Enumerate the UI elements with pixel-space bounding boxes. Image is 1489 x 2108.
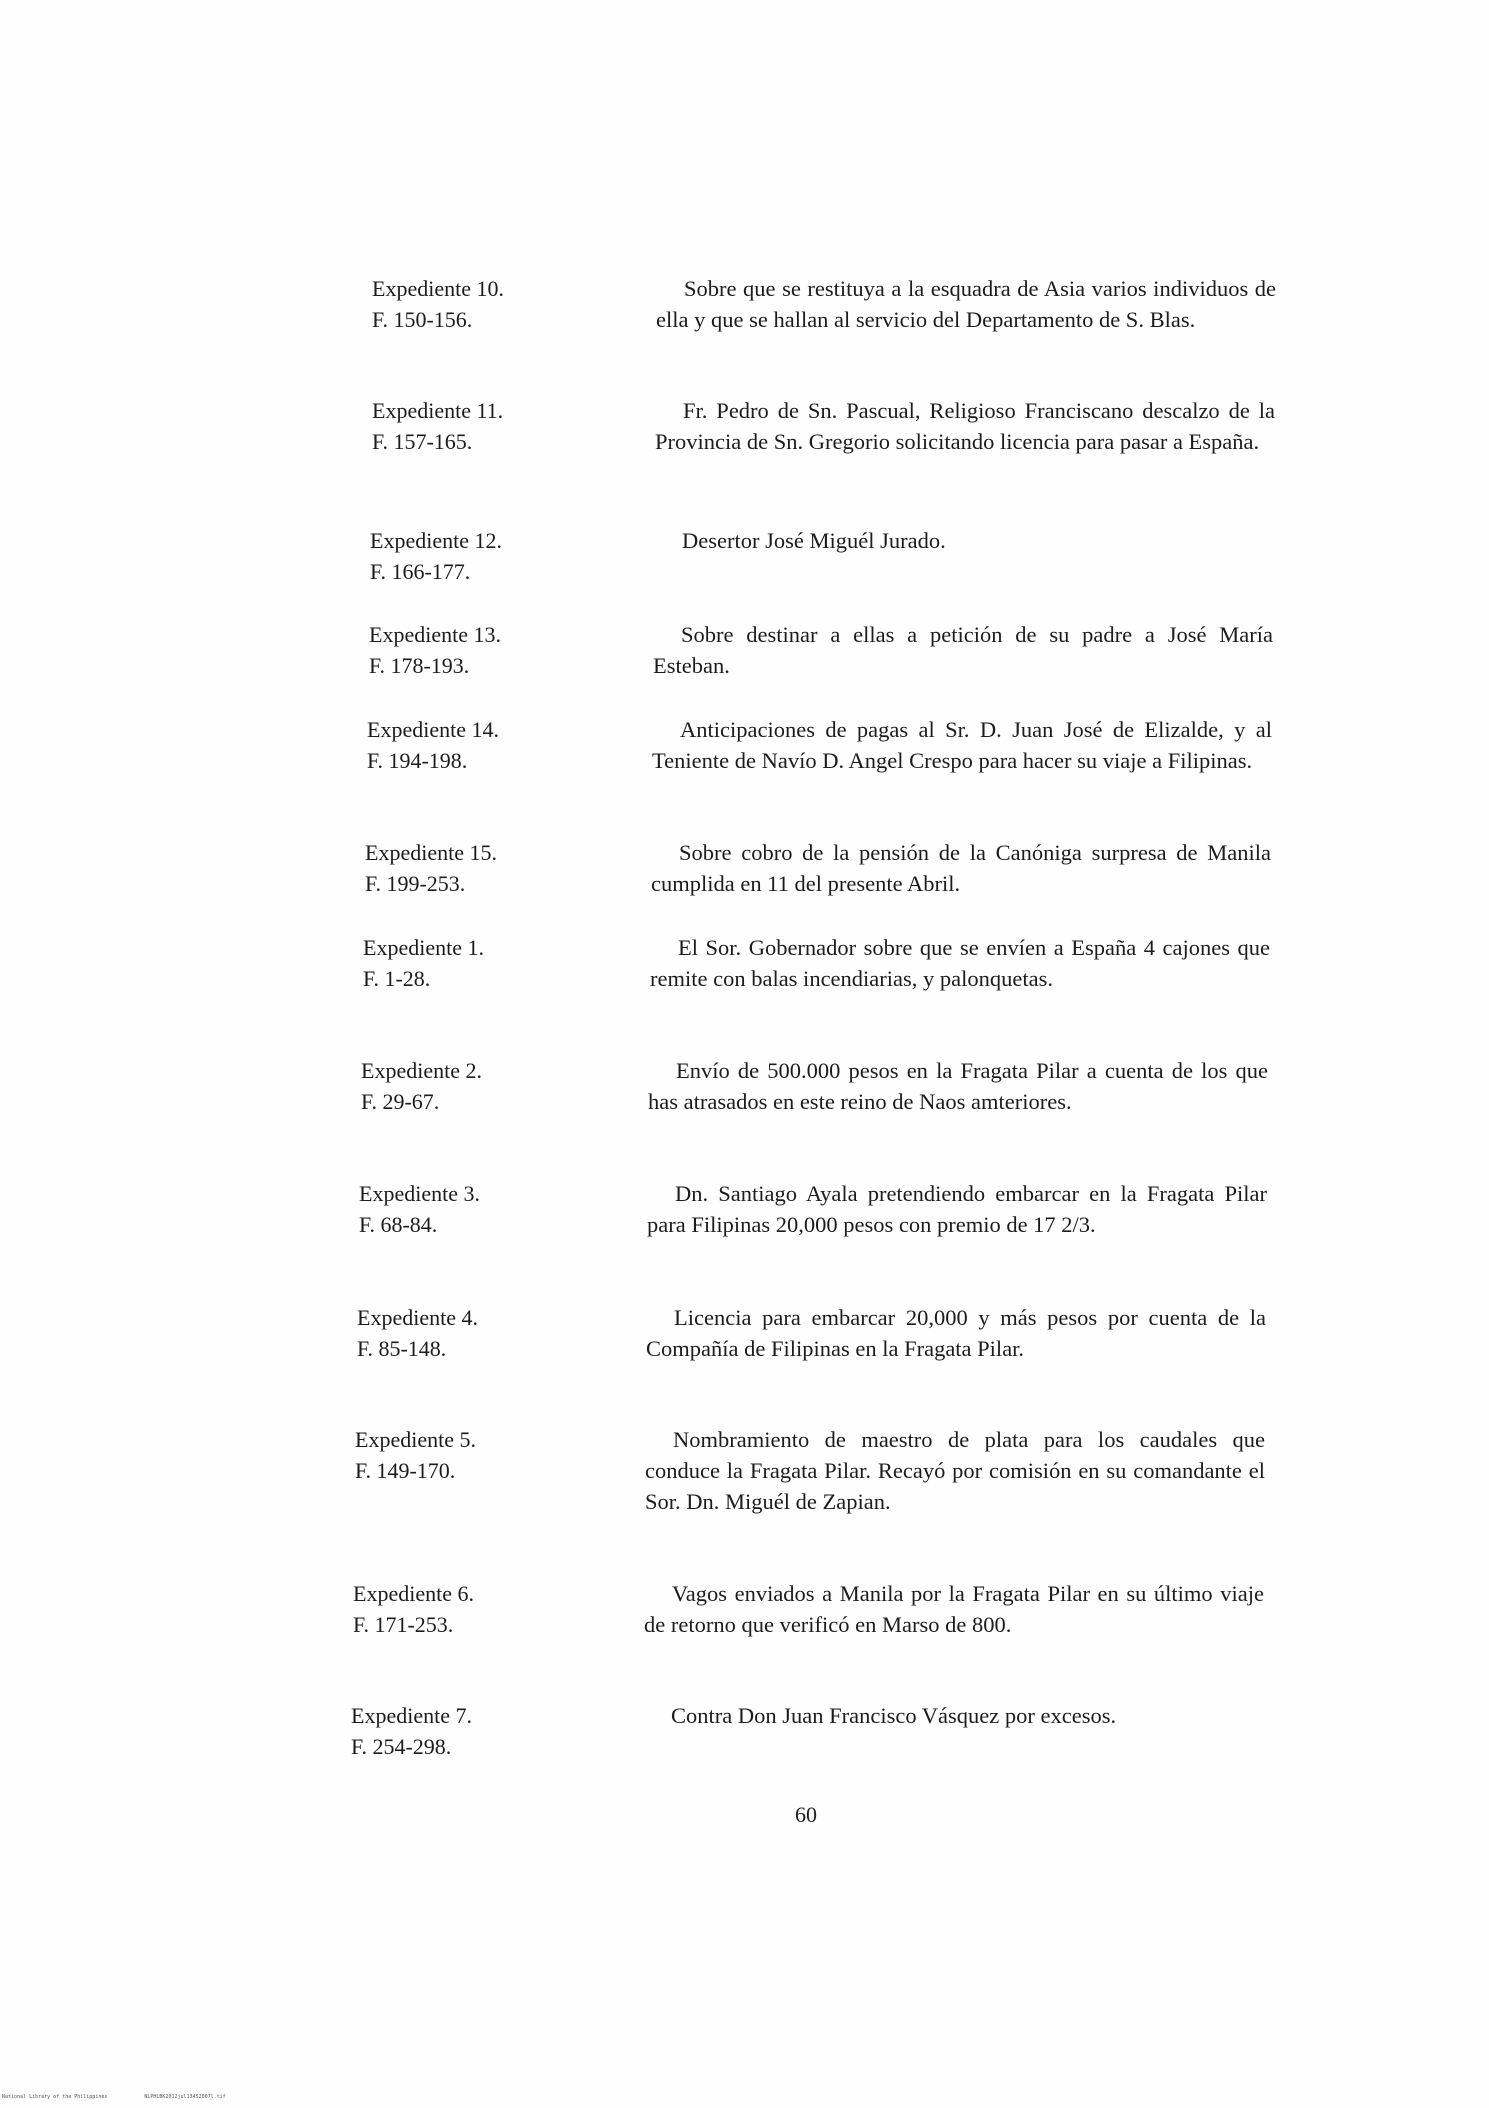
folio-range: F. 150-156. bbox=[372, 307, 473, 332]
page-number: 60 bbox=[795, 1802, 817, 1827]
expediente-reference bbox=[351, 1700, 472, 1762]
expediente-description: Contra Don Juan Francisco Vásquez por excesos. bbox=[671, 1703, 1117, 1728]
expediente-number: Expediente 7. bbox=[351, 1703, 472, 1728]
folio-range: F. 254-298. bbox=[351, 1734, 452, 1759]
expediente-description: Sobre destinar a ellas a petición de su padre a José María Esteban. bbox=[653, 622, 1273, 678]
folio-range: F. 68-84. bbox=[359, 1212, 438, 1237]
expediente-description: Dn. Santiago Ayala pretendiendo embarcar en la Fragata Pilar para Filipinas 20,000 pesos con premio de 17 2/3. bbox=[647, 1181, 1267, 1237]
expediente-description: Licencia para embarcar 20,000 y más pesos por cuenta de la Compañía de Filipinas en la Fragata Pilar. bbox=[646, 1305, 1266, 1361]
expediente-description: Envío de 500.000 pesos en la Fragata Pilar a cuenta de los que has atrasados en este reino de Naos amteriores. bbox=[648, 1058, 1268, 1114]
folio-range: F. 194-198. bbox=[367, 748, 468, 773]
expediente-description: Vagos enviados a Manila por la Fragata Pilar en su último viaje de retorno que verificó en Marso de 800. bbox=[644, 1581, 1264, 1637]
expediente-description: Sobre que se restituya a la esquadra de Asia varios individuos de ella y que se hallan al servicio del Departamento de S. Blas. bbox=[656, 276, 1276, 332]
expediente-number: Expediente 15. bbox=[365, 840, 497, 865]
folio-range: F. 166-177. bbox=[370, 559, 471, 584]
expediente-reference bbox=[361, 1055, 482, 1117]
expediente-reference bbox=[365, 837, 497, 899]
expediente-description: Nombramiento de maestro de plata para los caudales que conduce la Fragata Pilar. Recayó por comisión en su comandante el Sor. Dn. Miguél de Zapian. bbox=[645, 1427, 1265, 1514]
expediente-number: Expediente 6. bbox=[353, 1581, 474, 1606]
expediente-description: Sobre cobro de la pensión de la Canóniga surpresa de Manila cumplida en 11 del presente Abril. bbox=[651, 840, 1271, 896]
expediente-reference bbox=[369, 619, 501, 681]
expediente-reference bbox=[359, 1178, 480, 1240]
expediente-reference bbox=[353, 1578, 474, 1640]
expediente-number: Expediente 10. bbox=[372, 276, 504, 301]
expediente-reference bbox=[372, 395, 503, 457]
expediente-description: Anticipaciones de pagas al Sr. D. Juan José de Elizalde, y al Teniente de Navío D. Angel Crespo para hacer su viaje a Filipinas. bbox=[652, 717, 1272, 773]
expediente-reference bbox=[357, 1302, 478, 1364]
folio-range: F. 199-253. bbox=[365, 871, 466, 896]
expediente-description: Desertor José Miguél Jurado. bbox=[682, 528, 946, 553]
expediente-description: El Sor. Gobernador sobre que se envíen a España 4 cajones que remite con balas incendiarias, y palonquetas. bbox=[650, 935, 1270, 991]
folio-range: F. 157-165. bbox=[372, 429, 473, 454]
scan-footer bbox=[2, 2094, 260, 2100]
expediente-number: Expediente 5. bbox=[355, 1427, 476, 1452]
footer-library-name: National Library of the Philippines bbox=[2, 2094, 108, 2100]
expediente-number: Expediente 12. bbox=[370, 528, 502, 553]
expediente-number: Expediente 13. bbox=[369, 622, 501, 647]
expediente-number: Expediente 1. bbox=[363, 935, 484, 960]
expediente-reference bbox=[363, 932, 484, 994]
expediente-reference bbox=[355, 1424, 476, 1486]
expediente-number: Expediente 4. bbox=[357, 1305, 478, 1330]
folio-range: F. 171-253. bbox=[353, 1612, 454, 1637]
expediente-number: Expediente 2. bbox=[361, 1058, 482, 1083]
expediente-number: Expediente 11. bbox=[372, 398, 504, 423]
footer-file-name: NLPHLBK2012jul13452007l.tif bbox=[144, 2094, 226, 2100]
expediente-reference bbox=[372, 273, 504, 335]
folio-range: F. 149-170. bbox=[355, 1458, 456, 1483]
expediente-description: Fr. Pedro de Sn. Pascual, Religioso Franciscano descalzo de la Provincia de Sn. Gregorio solicitando licencia para pasar a España. bbox=[655, 398, 1275, 454]
folio-range: F. 85-148. bbox=[357, 1336, 447, 1361]
folio-range: F. 178-193. bbox=[369, 653, 470, 678]
expediente-reference bbox=[367, 714, 499, 776]
expediente-number: Expediente 3. bbox=[359, 1181, 480, 1206]
folio-range: F. 1-28. bbox=[363, 966, 431, 991]
folio-range: F. 29-67. bbox=[361, 1089, 440, 1114]
expediente-reference bbox=[370, 525, 502, 587]
expediente-number: Expediente 14. bbox=[367, 717, 499, 742]
